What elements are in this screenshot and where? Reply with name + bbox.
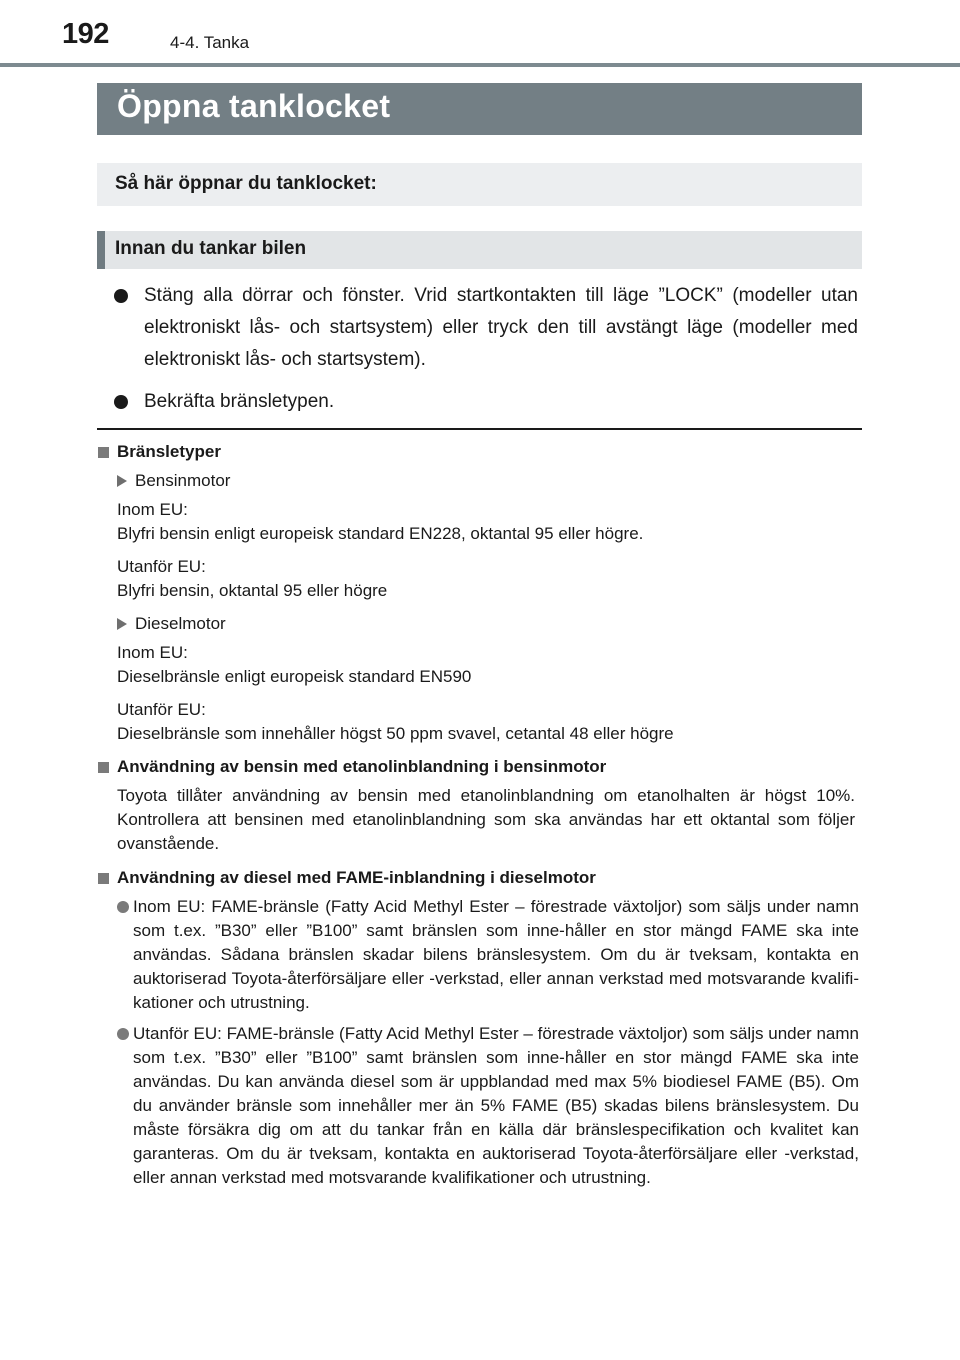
square-bullet-icon bbox=[98, 762, 109, 773]
triangle-bullet-icon bbox=[117, 618, 127, 630]
fame-item-outside-eu: Utanför EU: FAME-bränsle (Fatty Acid Methyl Ester – förestrade växtoljor) som säljs under namn som t.ex. ”B30” eller ”B100” samt bränslen som inne-håller en stor mängd FAME ska inte användas. Du kan använda diesel som är uppblandad med max 5% biodiesel FAME (B5). Om du använder bränsle som innehåller mer än 5% FAME (B5) skadas bilens bränslesystem. Du måste försäkra dig om att du tankar från en källa där bränslespecifikation och kvalitet kan garanteras. Om du är tveksam, kontakta en auktoriserad Toyota-återförsäljare eller -verkstad, eller annan verkstad med motsvarande kvalifikationer och utrustning. bbox=[97, 1022, 859, 1190]
intro-text: Så här öppnar du tanklocket: bbox=[115, 173, 377, 194]
region-text: Dieselbränsle som innehåller högst 50 ppm svavel, cetantal 48 eller högre bbox=[117, 724, 674, 743]
petrol-outside-eu bbox=[97, 555, 859, 603]
step-text: Stäng alla dörrar och fönster. Vrid startkontakten till läge ”LOCK” (modeller utan elektroniskt lås- och startsystem) eller tryck den till avstängt läge (modeller med elektroniskt lås- och startsystem). bbox=[144, 285, 858, 370]
ethanol-heading: Användning av bensin med etanolinblandning i bensinmotor bbox=[97, 755, 859, 779]
bullet-dot-icon bbox=[114, 395, 128, 409]
bullet-dot-icon bbox=[114, 289, 128, 303]
fuel-types-heading: Bränsletyper bbox=[97, 440, 859, 464]
intro-bar bbox=[97, 163, 862, 206]
petrol-heading: Bensinmotor bbox=[97, 469, 859, 493]
triangle-bullet-icon bbox=[117, 475, 127, 487]
square-bullet-icon bbox=[98, 873, 109, 884]
ethanol-text: Toyota tillåter användning av bensin med etanolinblandning om etanolhalten är högst 10%. Kontrollera att bensinen med etanolinblandning som ska användas har ett oktantal som följer ovanstående. bbox=[117, 786, 855, 853]
circle-bullet-icon bbox=[117, 901, 129, 913]
fame-item-inside-eu: Inom EU: FAME-bränsle (Fatty Acid Methyl Ester – förestrade växtoljor) som säljs under namn som t.ex. ”B30” eller ”B100” samt bränslen som inne-håller en stor mängd FAME ska inte användas. Sådana bränslen skadar bilens bränslesystem. Om du är tveksam, kontakta en auktoriserad Toyota-återförsäljare eller -verkstad, eller annan verkstad med motsvarande kvalifi-kationer och utrustning. bbox=[97, 895, 859, 1015]
step-heading-bar bbox=[97, 231, 862, 269]
step-item bbox=[114, 386, 858, 418]
square-bullet-icon bbox=[98, 447, 109, 458]
diesel-inside-eu bbox=[97, 641, 859, 689]
section-title-bar bbox=[97, 83, 862, 135]
header-rule bbox=[0, 63, 960, 67]
diesel-heading: Dieselmotor bbox=[97, 612, 859, 636]
chapter-label: 4-4. Tanka bbox=[170, 33, 250, 52]
step-text: Bekräfta bränsletypen. bbox=[144, 391, 335, 412]
region-text: Blyfri bensin, oktantal 95 eller högre bbox=[117, 581, 388, 600]
region-text: Dieselbränsle enligt europeisk standard EN590 bbox=[117, 667, 472, 686]
notes-section bbox=[97, 440, 859, 1197]
circle-bullet-icon bbox=[117, 1028, 129, 1040]
region-label: Inom EU: bbox=[117, 500, 188, 519]
region-label: Inom EU: bbox=[117, 643, 188, 662]
step-heading: Innan du tankar bilen bbox=[115, 238, 307, 259]
step-item bbox=[114, 280, 858, 376]
region-text: Blyfri bensin enligt europeisk standard EN228, oktantal 95 eller högre. bbox=[117, 524, 644, 543]
fame-heading: Användning av diesel med FAME-inblandning i dieselmotor bbox=[97, 866, 859, 890]
diesel-outside-eu bbox=[97, 698, 859, 746]
step-heading-accent bbox=[97, 231, 105, 269]
region-label: Utanför EU: bbox=[117, 557, 206, 576]
petrol-inside-eu bbox=[97, 498, 859, 546]
section-divider bbox=[97, 428, 862, 430]
step-list bbox=[114, 280, 858, 428]
region-label: Utanför EU: bbox=[117, 700, 206, 719]
page-title: Öppna tanklocket bbox=[117, 88, 391, 124]
page-number: 192 bbox=[62, 18, 109, 50]
